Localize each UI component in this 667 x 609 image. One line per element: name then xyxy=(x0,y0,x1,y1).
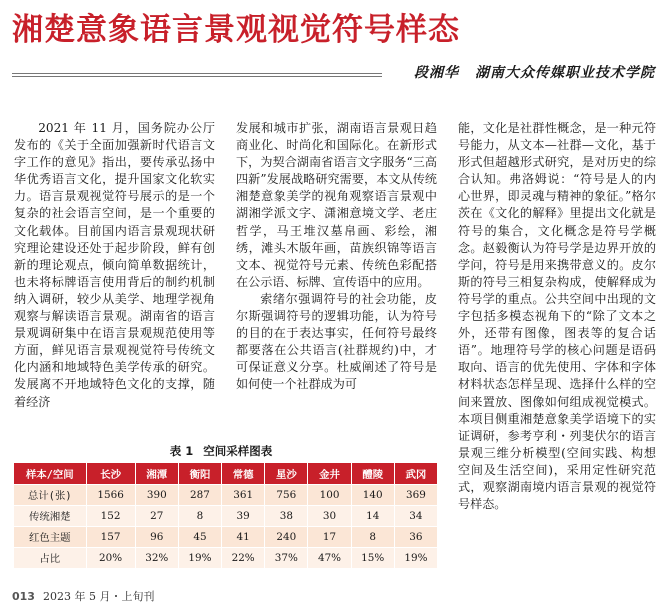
table-cell: 30 xyxy=(308,505,351,526)
table-row xyxy=(14,547,438,568)
table-header-cell: 样本/空间 xyxy=(14,463,86,484)
page-footer xyxy=(12,588,154,604)
paragraph: 发展和城市扩张，湖南语言景观日趋商业化、时尚化和国际化。在新形式下，为契合湖南省语言文字服务“三高四新”发展战略研究需要，本文从传统湘楚意象美学的视角观察语言景观中湖湘学派文字、潇湘意境文学、老庄哲学，马王堆汉墓帛画、彩绘，湘绣，滩头木版年画，苗族织锦等语言文本、视觉符号元素、传统色彩配搭在公示语、标牌、宣传语中的应用。 xyxy=(236,121,437,289)
table-cell: 32% xyxy=(135,547,178,568)
table-header-cell: 衡阳 xyxy=(178,463,221,484)
table-cell: 15% xyxy=(351,547,394,568)
table-cell: 19% xyxy=(394,547,437,568)
table-header-cell: 金井 xyxy=(308,463,351,484)
table-cell: 34 xyxy=(394,505,437,526)
table-cell: 传统湘楚 xyxy=(14,505,86,526)
byline xyxy=(414,62,655,82)
table-header-cell: 长沙 xyxy=(86,463,135,484)
table-cell: 361 xyxy=(222,484,265,505)
page-number: 013 xyxy=(12,590,35,603)
table-cell: 756 xyxy=(265,484,308,505)
table-cell: 17 xyxy=(308,526,351,547)
table-row xyxy=(14,484,438,505)
table-cell: 37% xyxy=(265,547,308,568)
table-cell: 96 xyxy=(135,526,178,547)
table-cell: 287 xyxy=(178,484,221,505)
table-cell: 总计(张) xyxy=(14,484,86,505)
byline-row xyxy=(12,62,655,86)
table-title: 空间采样图表 xyxy=(203,444,273,458)
table-cell: 39 xyxy=(222,505,265,526)
table-cell: 140 xyxy=(351,484,394,505)
table-cell: 240 xyxy=(265,526,308,547)
paragraph: 索绪尔强调符号的社会功能，皮尔斯强调符号的逻辑功能，认为符号的目的在于表达事实，任何符号最终都要落在公共语言(社群规约)中，才可保证意义分享。杜威阐述了符号是如何使一个社群成为可 xyxy=(236,291,437,392)
table-cell: 红色主题 xyxy=(14,526,86,547)
table-cell: 14 xyxy=(351,505,394,526)
byline-rule xyxy=(12,76,382,77)
table-cell: 47% xyxy=(308,547,351,568)
table-cell: 152 xyxy=(86,505,135,526)
table-cell: 390 xyxy=(135,484,178,505)
table-cell: 100 xyxy=(308,484,351,505)
table-header-cell: 常德 xyxy=(222,463,265,484)
text-column-3 xyxy=(458,120,656,513)
table-header-cell: 武冈 xyxy=(394,463,437,484)
table-cell: 36 xyxy=(394,526,437,547)
byline-rule xyxy=(12,73,382,74)
sampling-table xyxy=(14,463,438,568)
table-cell: 1566 xyxy=(86,484,135,505)
article-title: 湘楚意象语言景观视觉符号样态 xyxy=(12,12,460,48)
table-cell: 45 xyxy=(178,526,221,547)
table-caption xyxy=(14,443,438,459)
paragraph: 2021 年 11 月，国务院办公厅发布的《关于全面加强新时代语言文字工作的意见》指出，要传承弘扬中华优秀语言文化，提升国家文化软实力。语言景观视觉符号展示的是一个复杂的社会语言空间，是一个重要的文化载体。目前国内语言景观现状研究理论建设还处于起步阶段，鲜有创新的理论观点，倾向简单数据统计，也未将标牌语言使用背后的制约机制纳入调研，较少从美学、地理学视角观察与解读语言景观。湖南省的语言景观调研集中在语言景观规范使用等方面，鲜见语言景观视觉符号传统文化内涵和地域特色美学传承的研究。发展离不开地域特色文化的支撑，随着经济 xyxy=(14,121,215,409)
issue-date: 2023 年 5 月・上旬刊 xyxy=(42,590,155,603)
table-cell: 8 xyxy=(351,526,394,547)
table-header-cell: 湘潭 xyxy=(135,463,178,484)
table-header-cell: 醴陵 xyxy=(351,463,394,484)
table-cell: 41 xyxy=(222,526,265,547)
author-affiliation: 湖南大众传媒职业技术学院 xyxy=(475,65,655,81)
table-row xyxy=(14,505,438,526)
paragraph: 能，文化是社群性概念，是一种元符号能力，从文本—社群—文化，基于形式但超越形式研究，是对历史的综合认知。弗洛姆说：“符号是人的内心世界，即灵魂与精神的象征。”格尔茨在《文化的解释》里提出文化就是符号的集合，文化概念是符号学概念。赵毅衡认为符号学是边界开放的学问，符号是用来携带意义的。皮尔斯的符号三相复杂构成，使解释成为符号学的重点。公共空间中出现的文字包括多模态视角下的“除了文本之外，还带有图像，图表等的复合话语”。地理符号学的核心问题是语码取向、语言的优先使用、字体和字体材料状态怎样呈现、选择什么样的空间来置放、图像如何组成视觉模式。本项目侧重湘楚意象美学语境下的实证调研，参考亨利・列斐伏尔的语言景观三维分析模型(空间实践、构想空间及生活空间)，采用定性研究范式，观察湖南境内语言景观的视觉符号样态。 xyxy=(458,121,656,512)
author-name: 段湘华 xyxy=(414,65,459,81)
table-cell: 22% xyxy=(222,547,265,568)
table-cell: 369 xyxy=(394,484,437,505)
text-column-1 xyxy=(14,120,215,411)
table-cell: 8 xyxy=(178,505,221,526)
table-cell: 占比 xyxy=(14,547,86,568)
table-header-cell: 星沙 xyxy=(265,463,308,484)
table-cell: 27 xyxy=(135,505,178,526)
table-cell: 19% xyxy=(178,547,221,568)
table-row xyxy=(14,526,438,547)
table-header-row xyxy=(14,463,438,484)
table-cell: 20% xyxy=(86,547,135,568)
table-number: 表 1 xyxy=(169,444,194,458)
text-column-2 xyxy=(236,120,437,394)
table-cell: 38 xyxy=(265,505,308,526)
table-cell: 157 xyxy=(86,526,135,547)
